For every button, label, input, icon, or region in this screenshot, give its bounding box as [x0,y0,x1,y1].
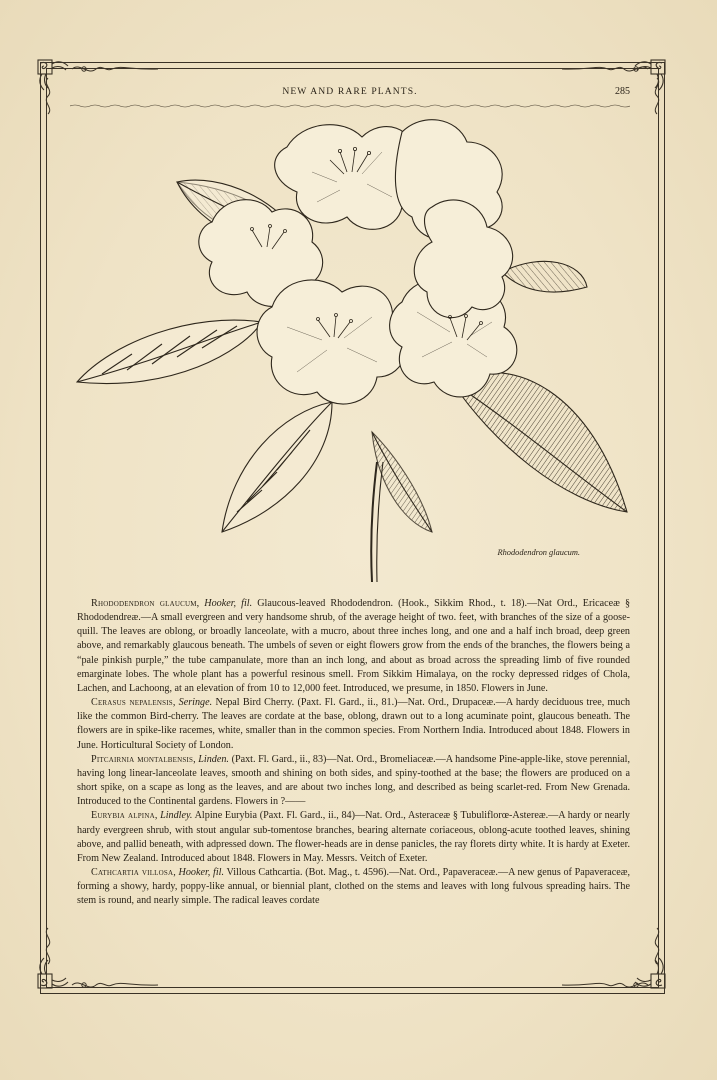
entry-name: Rhododendron glaucum [91,598,197,609]
scroll-ornament-icon [41,76,55,116]
running-head [70,86,630,102]
entry-cerasus: Cerasus nepalensis, Seringe. Nepal Bird Cherry. (Paxt. Fl. Gard., ii., 81.)—Nat. Ord., Drupaceæ.—A hardy deciduous tree, much like the common Bird-cherry. The leaves are cordate at the base, oblong, drawn out to a long acuminate point, glaucous beneath. The flowers are in spike-like racemes, white, smaller than in the common species. From Northern India. Introduced about 1848. Flowers in June. Horticultural Society of London. [77,697,631,751]
entry-rhododendron: Rhododendron glaucum, Hooker, fil. Glaucous-leaved Rhododendron. (Hook., Sikkim Rhod., t. 18).—Nat Ord., Ericaceæ § Rhododendreæ.—A small evergreen and very handsome shrub, of the average height of two. feet, with branches of the size of a goose-quill. The leaves are oblong, or broadly lanceolate, with a mucro, about three inches long, and one and a half inch broad, deep green above, and remarkably glaucous beneath. The umbels of seven or eight flowers grow from the ends of the branches, the flowers being a “pale pinkish purple,” the tube campanulate, more than an inch long, and about as broad across the spreading limb of five rounded emarginate lobes. The whole plant has a powerful resinous smell. From Sikkim Himalaya, on the rocky depressed ridges of Chola, Lachen, and Lachoong, at an elevation of from 10 to 12,000 feet. Introduced, we presume, in 1850. Flowers in June. [77,598,631,694]
entry-text: Glaucous-leaved Rhododendron. (Hook., Sikkim Rhod., t. 18).—Nat Ord., Ericaceæ § Rhododendreæ.—A small evergreen and very handsome shrub, of the average height of two. feet, with branches of the size of a goose-quill. The leaves are oblong, or broadly lanceolate, with a mucro, about three inches long, and one and a half inch broad, deep green above, and remarkably glaucous beneath. The umbels of seven or eight flowers grow from the ends of the branches, the flowers being a “pale pinkish purple,” the tube campanulate, more than an inch long, and about as broad across the spreading limb of five rounded emarginate lobes. The whole plant has a powerful resinous smell. From Sikkim Himalaya, on the rocky depressed ridges of Chola, Lachen, and Lachoong, at an elevation of from 10 to 12,000 feet. Introduced, we presume, in 1850. Flowers in June. [77,598,631,694]
entry-name: Cathcartia villosa [91,866,174,878]
scroll-ornament-icon [41,926,55,966]
entry-name: Eurybia alpina [91,810,155,822]
entry-text: Alpine Eurybia (Paxt. Fl. Gard., ii., 84)—Nat. Ord., Asteraceæ § Tubuliflorœ-Astereæ.—A hardy or nearly hardy evergreen shrub, with stout angular sub-tomentose branches, bearing alternate coriaceous, oblong-acute toothed leaves, shining above, and pallid beneath, with adpressed down. The flower-heads are in dense panicles, the ray florets dirty white. It is hardy at Exeter. From New Zealand. Introduced about 1848. Flowers in May. Messrs. Veitch of Exeter. [77,810,630,864]
page-number: 285 [615,86,630,97]
entry-name: Cerasus nepalensis [91,697,173,709]
scroll-ornament-icon [650,926,664,966]
entry-name: Pitcairnia montalbensis [91,753,194,765]
entry-authority: Linden. [198,753,229,765]
entry-authority: Hooker, fil. [178,866,224,878]
entry-text: Nepal Bird Cherry. (Paxt. Fl. Gard., ii., 81.)—Nat. Ord., Drupaceæ.—A hardy deciduous tree, much like the common Bird-cherry. The leaves are cordate at the base, oblong, drawn out to a long acuminate point, glaucous beneath. The flowers are in spike-like racemes, white, smaller than in the common species. From Northern India. Introduced about 1848. Flowers in June. Horticultural Society of London. [77,697,631,751]
entry-authority: Lindley. [160,810,193,822]
scroll-ornament-icon [70,60,160,78]
entry-text: Villous Cathcartia. (Bot. Mag., t. 4596).—Nat. Ord., Papaveraceæ.—A new genus of Papaveraceæ, forming a showy, hardy, poppy-like annual, or biennial plant, clothed on the stems and leaves with long fulvous spreading hairs. The stem is round, and nearly simple. The radical leaves cordate [77,866,630,907]
scroll-ornament-icon [650,76,664,116]
header-rule [70,104,630,108]
running-title: NEW AND RARE PLANTS. [282,86,418,97]
scroll-ornament-icon [560,976,650,994]
entry-authority: Hooker, fil. [204,598,253,609]
scroll-ornament-icon [560,60,650,78]
figure-caption: Rhododendron glaucum. [497,548,580,557]
body-text [77,597,630,908]
entry-text: (Paxt. Fl. Gard., ii., 83)—Nat. Ord., Bromeliaceæ.—A handsome Pine-apple-like, stove perennial, having long linear-lanceolate leaves, smooth and shining on both sides, and spiny-toothed at the base; the flowers are produced on a short spike, on a scape as long as the leaves, and are about two inches long, and described as being scarlet-red. From New Grenada. Introduced to the Continental gardens. Flowers in ?—— [77,753,631,808]
rhododendron-engraving [72,112,642,582]
entry-cathcartia: Cathcartia villosa, Hooker, fil. Villous Cathcartia. (Bot. Mag., t. 4596).—Nat. Ord., Papaveraceæ.—A new genus of Papaveraceæ, forming a showy, hardy, poppy-like annual, or biennial plant, clothed on the stems and leaves with long fulvous spreading hairs. The stem is round, and nearly simple. The radical leaves cordate [77,866,630,907]
entry-pitcairnia: Pitcairnia montalbensis, Linden. (Paxt. Fl. Gard., ii., 83)—Nat. Ord., Bromeliaceæ.—A handsome Pine-apple-like, stove perennial, having long linear-lanceolate leaves, smooth and shining on both sides, and spiny-toothed at the base; the flowers are produced on a short spike, on a scape as long as the leaves, and are about two inches long, and described as being scarlet-red. From New Grenada. Introduced to the Continental gardens. Flowers in ?—— [77,753,631,808]
entry-eurybia: Eurybia alpina, Lindley. Alpine Eurybia (Paxt. Fl. Gard., ii., 84)—Nat. Ord., Asteraceæ § Tubuliflorœ-Astereæ.—A hardy or nearly hardy evergreen shrub, with stout angular sub-tomentose branches, bearing alternate coriaceous, oblong-acute toothed leaves, shining above, and pallid beneath, with adpressed down. The flower-heads are in dense panicles, the ray florets dirty white. It is hardy at Exeter. From New Zealand. Introduced about 1848. Flowers in May. Messrs. Veitch of Exeter. [77,810,630,864]
scroll-ornament-icon [70,976,160,994]
entry-authority: Seringe. [178,697,213,709]
